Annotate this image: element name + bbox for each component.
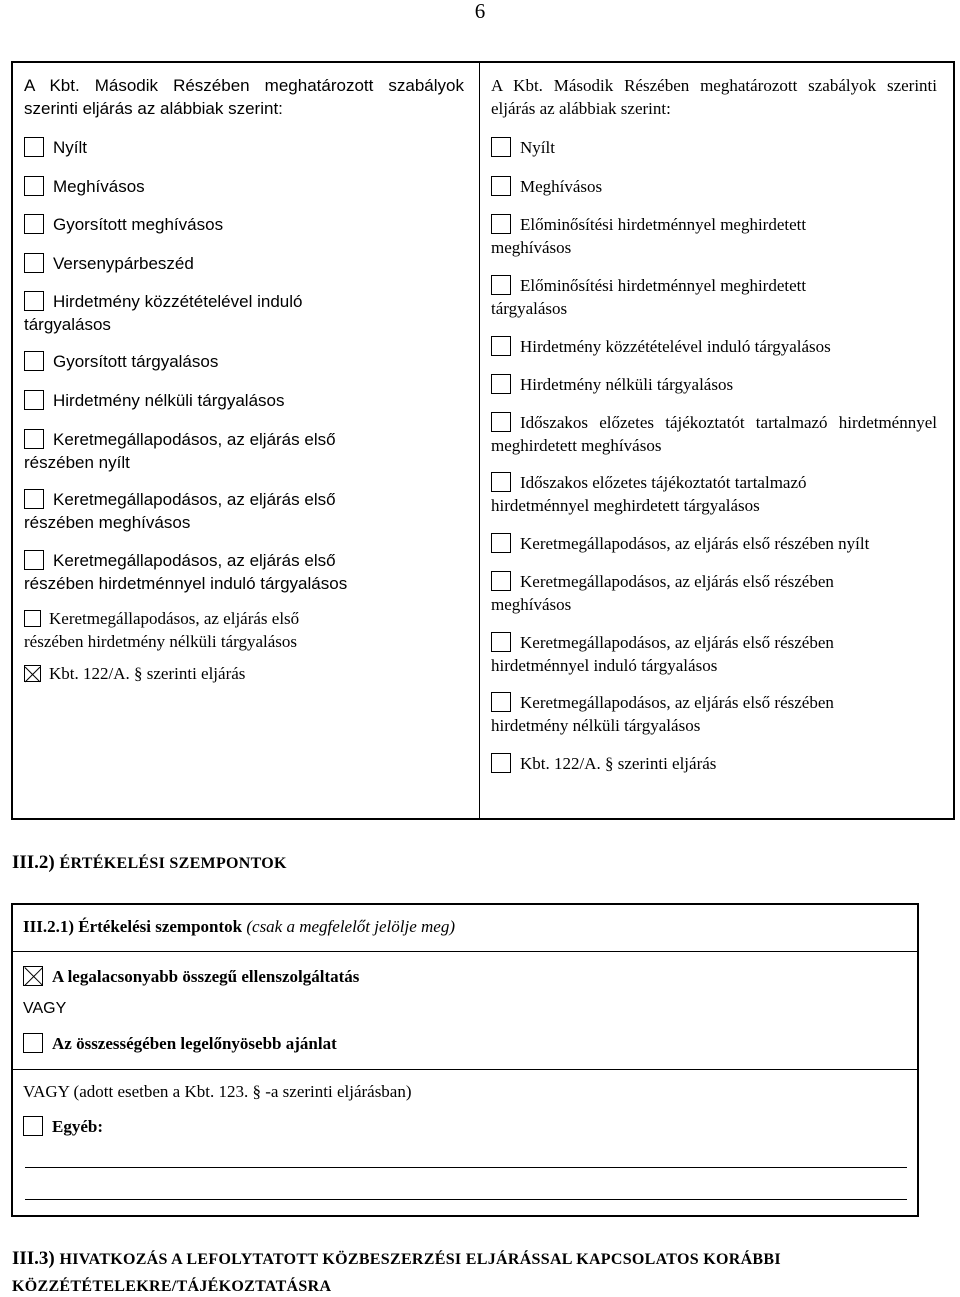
checkbox[interactable] xyxy=(24,390,44,410)
option-label: Versenypárbeszéd xyxy=(53,254,194,273)
option-label: Keretmegállapodásos, az eljárás első részében hirdetménnyel induló tárgyalásos xyxy=(491,633,834,675)
option-label: Előminősítési hirdetménnyel meghirdetett meghívásos xyxy=(491,215,807,257)
checked-checkbox[interactable] xyxy=(23,966,43,986)
sub-title: Értékelési szempontok xyxy=(78,917,243,936)
option-label: Keretmegállapodásos, az eljárás első részében hirdetménnyel induló tárgyalásos xyxy=(24,551,348,593)
option-lowest-price[interactable] xyxy=(23,966,359,987)
procedure-type-box xyxy=(11,61,955,820)
right-option-elominositesi-targyalasos[interactable] xyxy=(491,274,861,320)
right-option-hirdetmeny-nelkuli[interactable] xyxy=(491,373,937,396)
checkbox[interactable] xyxy=(24,253,44,273)
option-label: Egyéb: xyxy=(52,1117,103,1136)
right-option-keret-meghivasos[interactable] xyxy=(491,570,891,616)
or-label: VAGY xyxy=(23,1000,67,1017)
checkbox[interactable] xyxy=(24,489,44,509)
checkbox[interactable] xyxy=(23,1033,43,1053)
option-label: Hirdetmény közzétételével induló tárgyalásos xyxy=(520,337,831,356)
left-option-keret-nyilt[interactable] xyxy=(24,428,344,474)
left-option-keret-hirdetmennyel[interactable] xyxy=(24,549,364,595)
evaluation-criteria-box xyxy=(11,903,919,1217)
checkbox[interactable] xyxy=(491,275,511,295)
left-option-keret-hirdetmeny-nelkuli[interactable] xyxy=(24,607,354,653)
left-option-keret-meghivasos[interactable] xyxy=(24,488,344,534)
left-option-hirdetmeny-kozzetetelevel[interactable] xyxy=(24,290,324,336)
section-heading-III2 xyxy=(12,852,287,874)
right-option-idoszakos-meghivasos[interactable] xyxy=(491,411,937,457)
column-divider xyxy=(479,63,480,818)
option-label: Nyílt xyxy=(520,138,555,157)
checkbox[interactable] xyxy=(491,412,511,432)
fill-in-line[interactable] xyxy=(25,1167,907,1168)
option-label: Hirdetmény nélküli tárgyalásos xyxy=(53,391,285,410)
option-label: Keretmegállapodásos, az eljárás első részében hirdetmény nélküli tárgyalásos xyxy=(491,693,834,735)
sub-number: III.2.1) xyxy=(23,917,75,936)
checkbox[interactable] xyxy=(491,571,511,591)
section-heading-III3 xyxy=(12,1248,781,1270)
fill-in-line[interactable] xyxy=(25,1199,907,1200)
checkbox[interactable] xyxy=(23,1116,43,1136)
checkbox[interactable] xyxy=(491,472,511,492)
option-label: Hirdetmény nélküli tárgyalásos xyxy=(520,375,734,394)
section-number: III.3) xyxy=(12,1248,55,1269)
right-option-hirdetmeny-kozzetetelevel[interactable] xyxy=(491,335,937,358)
option-label: Keretmegállapodásos, az eljárás első részében nyílt xyxy=(520,534,870,553)
left-option-meghivasos[interactable] xyxy=(24,175,464,198)
evaluation-header xyxy=(13,905,917,952)
option-label: Előminősítési hirdetménnyel meghirdetett tárgyalásos xyxy=(491,276,807,318)
checkbox[interactable] xyxy=(491,214,511,234)
right-option-keret-hirdetmeny-nelkuli[interactable] xyxy=(491,691,891,737)
option-label: Gyorsított meghívásos xyxy=(53,215,224,234)
checkbox[interactable] xyxy=(491,692,511,712)
option-label: Keretmegállapodásos, az eljárás első részében nyílt xyxy=(24,430,336,472)
left-option-kbt-122a[interactable] xyxy=(24,662,464,685)
option-best-value[interactable] xyxy=(23,1033,337,1054)
option-label: Keretmegállapodásos, az eljárás első részében meghívásos xyxy=(24,490,336,532)
checkbox[interactable] xyxy=(491,374,511,394)
checkbox[interactable] xyxy=(24,351,44,371)
right-option-elominositesi-meghivasos[interactable] xyxy=(491,213,861,259)
right-option-nyilt[interactable] xyxy=(491,136,937,159)
checkbox[interactable] xyxy=(24,550,44,570)
option-label: Gyorsított tárgyalásos xyxy=(53,352,219,371)
checkbox[interactable] xyxy=(24,291,44,311)
option-label: Keretmegállapodásos, az eljárás első részében hirdetmény nélküli tárgyalásos xyxy=(24,609,300,651)
checkbox[interactable] xyxy=(491,632,511,652)
option-label: Kbt. 122/A. § szerinti eljárás xyxy=(49,664,246,683)
left-option-gyorsitott-targyalasos[interactable] xyxy=(24,350,464,373)
divider xyxy=(13,1069,917,1070)
left-option-nyilt[interactable] xyxy=(24,136,464,159)
section-heading-III3-line2 xyxy=(12,1275,331,1297)
right-option-keret-hirdetmennyel[interactable] xyxy=(491,631,891,677)
checkbox[interactable] xyxy=(24,176,44,196)
checkbox[interactable] xyxy=(24,214,44,234)
checkbox[interactable] xyxy=(491,753,511,773)
right-option-kbt-122a[interactable] xyxy=(491,752,937,775)
right-intro: A Kbt. Második Részében meghatározott szabályok szerinti eljárás az alábbiak szerint: xyxy=(491,76,937,118)
checkbox[interactable] xyxy=(24,137,44,157)
checkbox[interactable] xyxy=(491,137,511,157)
option-label: Időszakos előzetes tájékoztatót tartalmazó hirdetménnyel meghirdetett meghívásos xyxy=(491,413,937,455)
option-label: Keretmegállapodásos, az eljárás első részében meghívásos xyxy=(491,572,834,614)
section-number: III.2) xyxy=(12,852,55,873)
left-option-hirdetmeny-nelkuli[interactable] xyxy=(24,389,464,412)
option-label: Kbt. 122/A. § szerinti eljárás xyxy=(520,754,717,773)
page-number: 6 xyxy=(474,0,486,23)
left-option-versenyparbeszed[interactable] xyxy=(24,252,464,275)
option-label: A legalacsonyabb összegű ellenszolgáltatás xyxy=(52,967,360,986)
checkbox[interactable] xyxy=(24,610,41,627)
option-label: Meghívásos xyxy=(520,177,603,196)
option-label: Meghívásos xyxy=(53,177,145,196)
option-label: Az összességében legelőnyösebb ajánlat xyxy=(52,1034,337,1053)
option-label: Időszakos előzetes tájékoztatót tartalmazó hirdetménnyel meghirdetett tárgyalásos xyxy=(491,473,807,515)
section-title-line2: KÖZZÉTÉTELEKRE/TÁJÉKOZTATÁSRA xyxy=(12,1278,332,1295)
right-option-idoszakos-targyalasos[interactable] xyxy=(491,471,861,517)
evaluation-header-text xyxy=(23,917,455,937)
right-option-meghivasos[interactable] xyxy=(491,175,937,198)
checkbox[interactable] xyxy=(24,429,44,449)
left-intro: A Kbt. Második Részében meghatározott szabályok szerinti eljárás az alábbiak szerint: xyxy=(24,76,464,118)
option-label: Nyílt xyxy=(53,138,87,157)
section-title-line1: HIVATKOZÁS A LEFOLYTATOTT KÖZBESZERZÉSI ELJÁRÁSSAL KAPCSOLATOS KORÁBBI xyxy=(59,1251,781,1268)
checkbox[interactable] xyxy=(491,336,511,356)
checkbox[interactable] xyxy=(491,176,511,196)
checked-checkbox[interactable] xyxy=(24,665,41,682)
option-label: Hirdetmény közzétételével induló tárgyalásos xyxy=(24,292,303,334)
sub-note: (csak a megfelelőt jelölje meg) xyxy=(246,917,455,936)
section-title: ÉRTÉKELÉSI SZEMPONTOK xyxy=(59,855,287,872)
left-option-gyorsitott-meghivasos[interactable] xyxy=(24,213,464,236)
checkbox[interactable] xyxy=(491,533,511,553)
right-option-keret-nyilt[interactable] xyxy=(491,532,937,555)
or-label-conditional: VAGY (adott esetben a Kbt. 123. § -a szerinti eljárásban) xyxy=(23,1082,412,1101)
option-other[interactable] xyxy=(23,1116,103,1137)
